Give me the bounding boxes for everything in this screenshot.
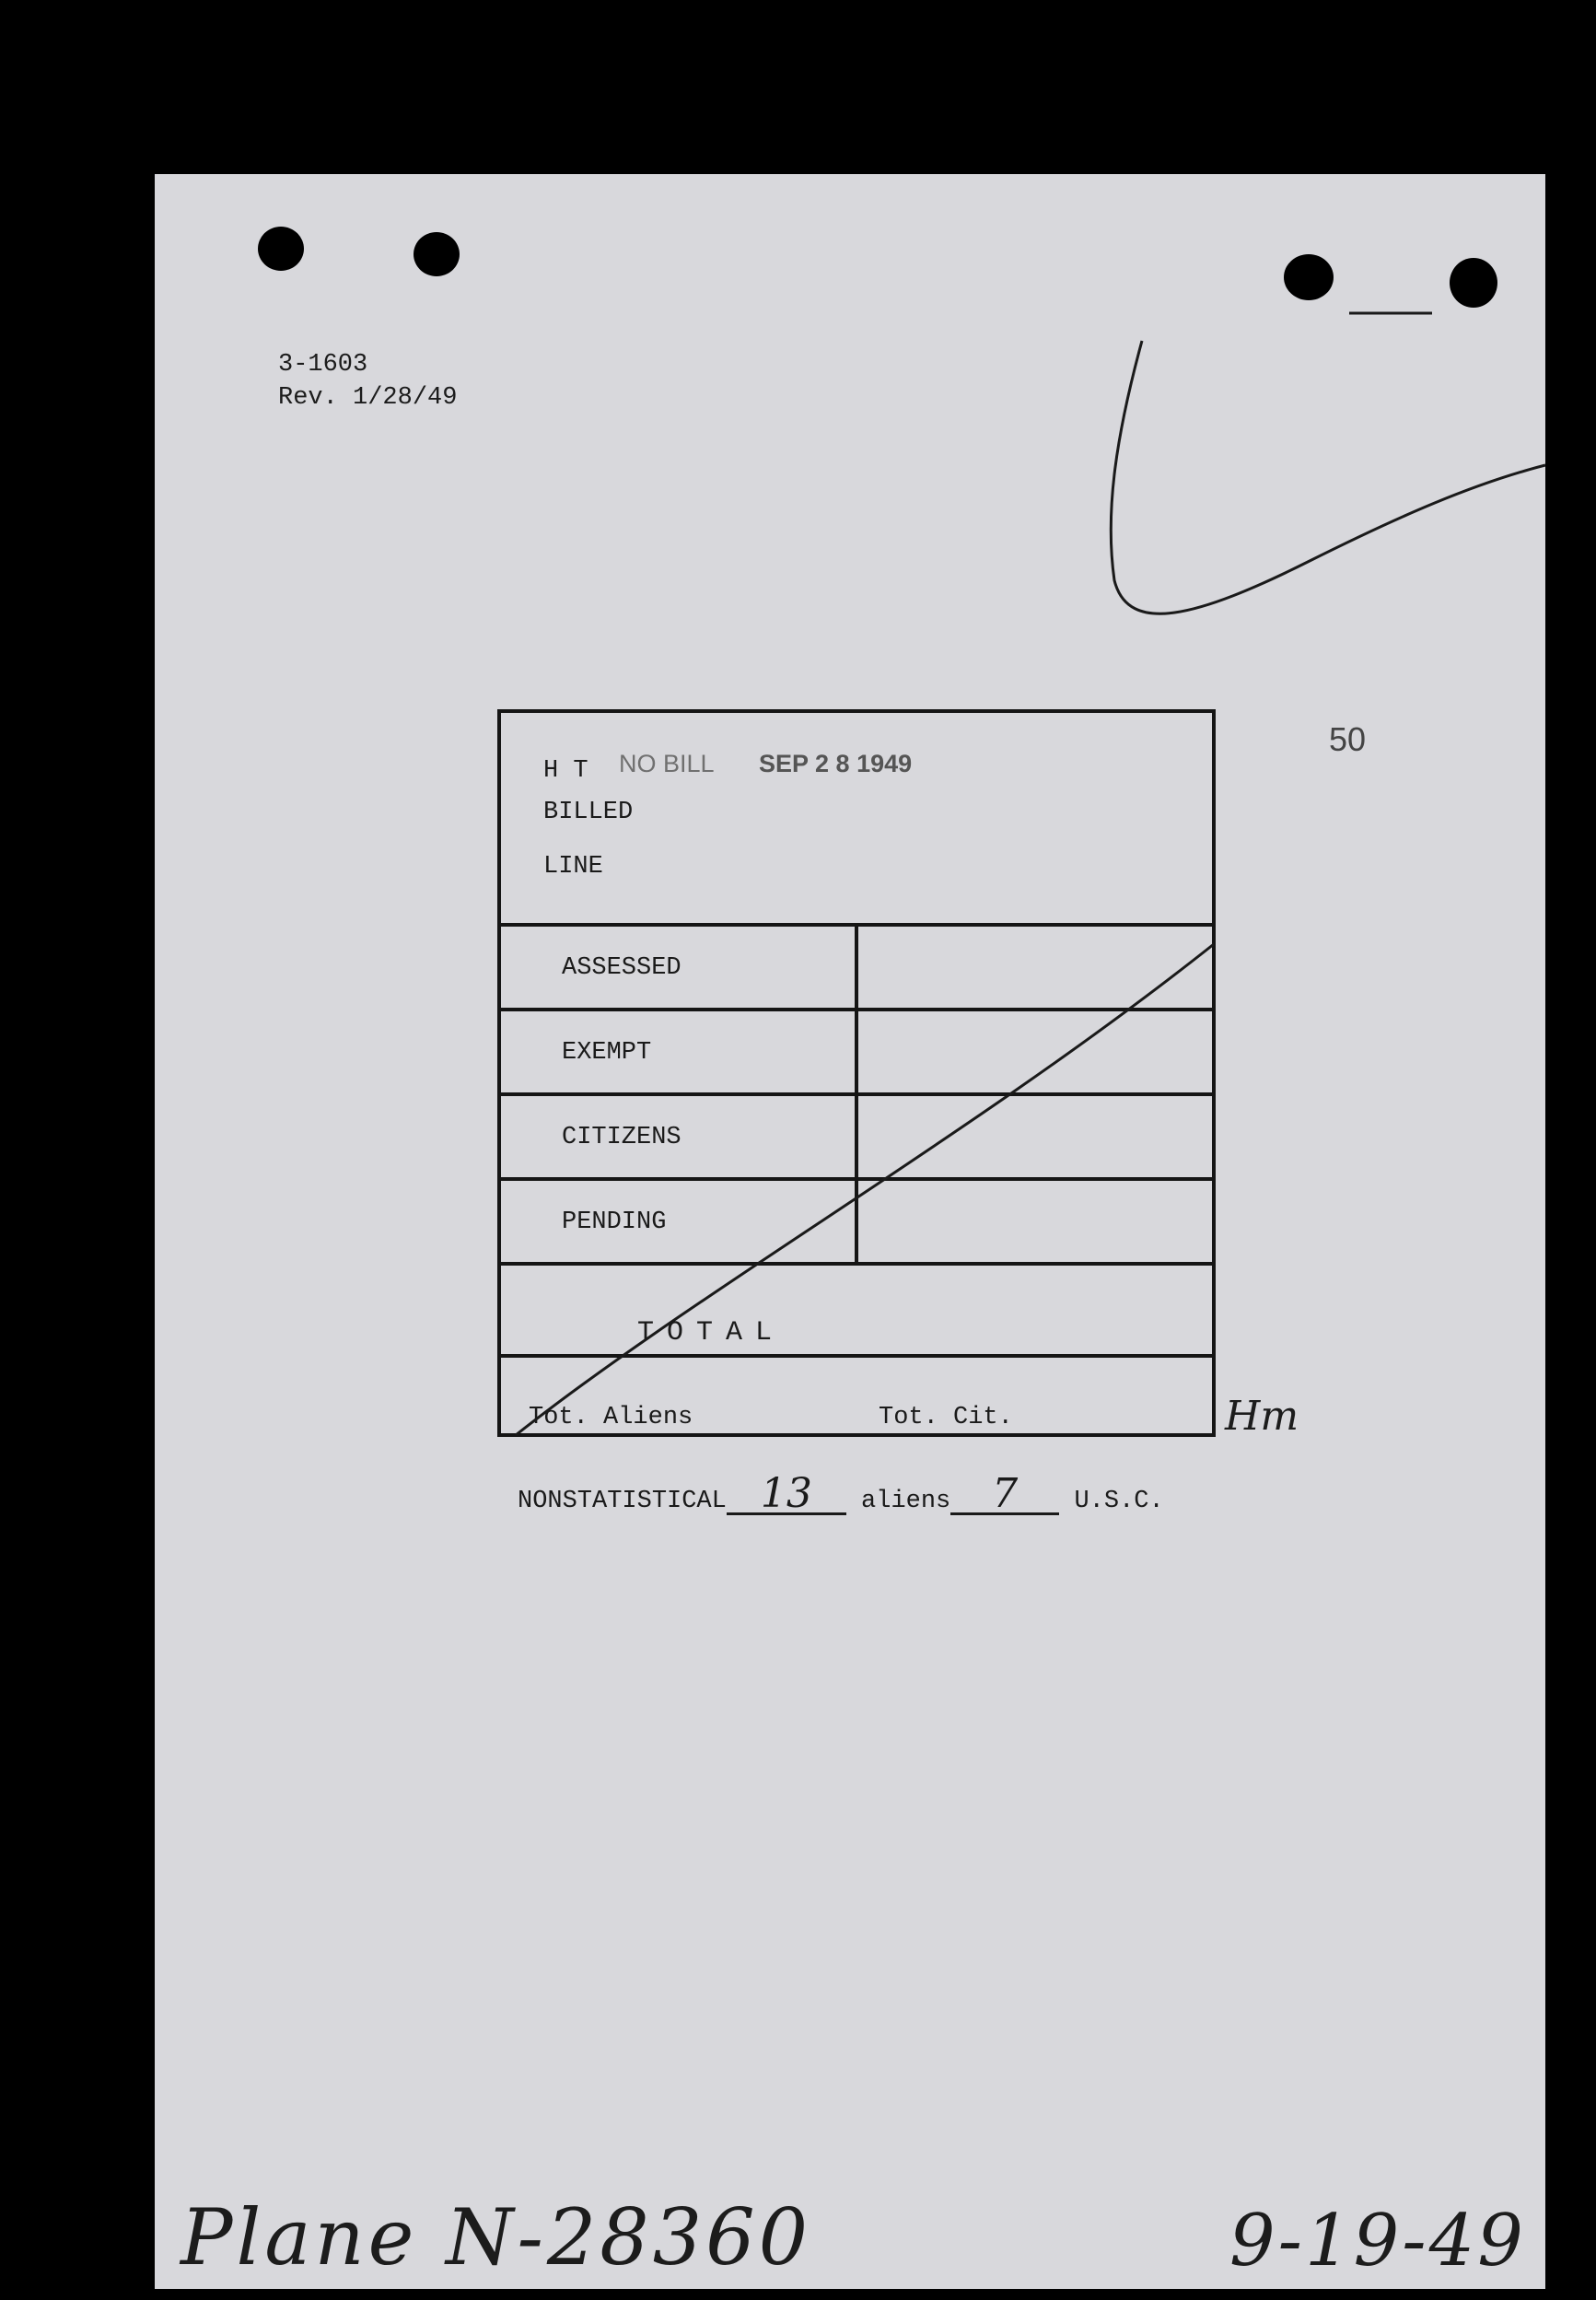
total-row (501, 1266, 1212, 1358)
aliens-label: aliens (861, 1488, 951, 1515)
form-code: 3-1603 (278, 351, 368, 379)
punch-hole (1450, 258, 1497, 308)
nonstatistical-label: NONSTATISTICAL (518, 1488, 727, 1515)
page-number: 50 (1329, 720, 1367, 758)
category-label: PENDING (562, 1208, 667, 1236)
category-label: EXEMPT (562, 1039, 652, 1067)
usc-count: 7 (950, 1476, 1059, 1515)
handwritten-plane-number: Plane N-28360 (181, 2192, 812, 2282)
total-aliens-label: Tot. Aliens (529, 1404, 693, 1431)
header-line-line: LINE (543, 853, 603, 881)
column-divider (855, 927, 858, 1266)
handwritten-initials: Hm (1225, 1393, 1299, 1440)
form-revision: Rev. 1/28/49 (278, 384, 458, 412)
total-label: TOTAL (637, 1317, 786, 1348)
no-bill-stamp: NO BILL (619, 750, 715, 777)
tally-card (497, 709, 1216, 1437)
category-label: CITIZENS (562, 1124, 682, 1151)
total-citizens-label: Tot. Cit. (879, 1404, 1013, 1431)
header-line-billed: BILLED (543, 799, 634, 826)
form-identifier (278, 348, 457, 414)
card-header (501, 713, 1212, 927)
nonstatistical-line (518, 1470, 1164, 1517)
date-stamp: SEP 2 8 1949 (759, 750, 913, 777)
punch-hole (414, 232, 460, 276)
aliens-count: 13 (727, 1476, 846, 1515)
punch-hole (1284, 254, 1334, 300)
handwritten-date: 9-19-49 (1229, 2200, 1526, 2282)
header-line-ht: H T (543, 757, 588, 785)
category-label: ASSESSED (562, 954, 682, 982)
punch-hole (258, 227, 304, 271)
usc-label: U.S.C. (1074, 1488, 1164, 1515)
